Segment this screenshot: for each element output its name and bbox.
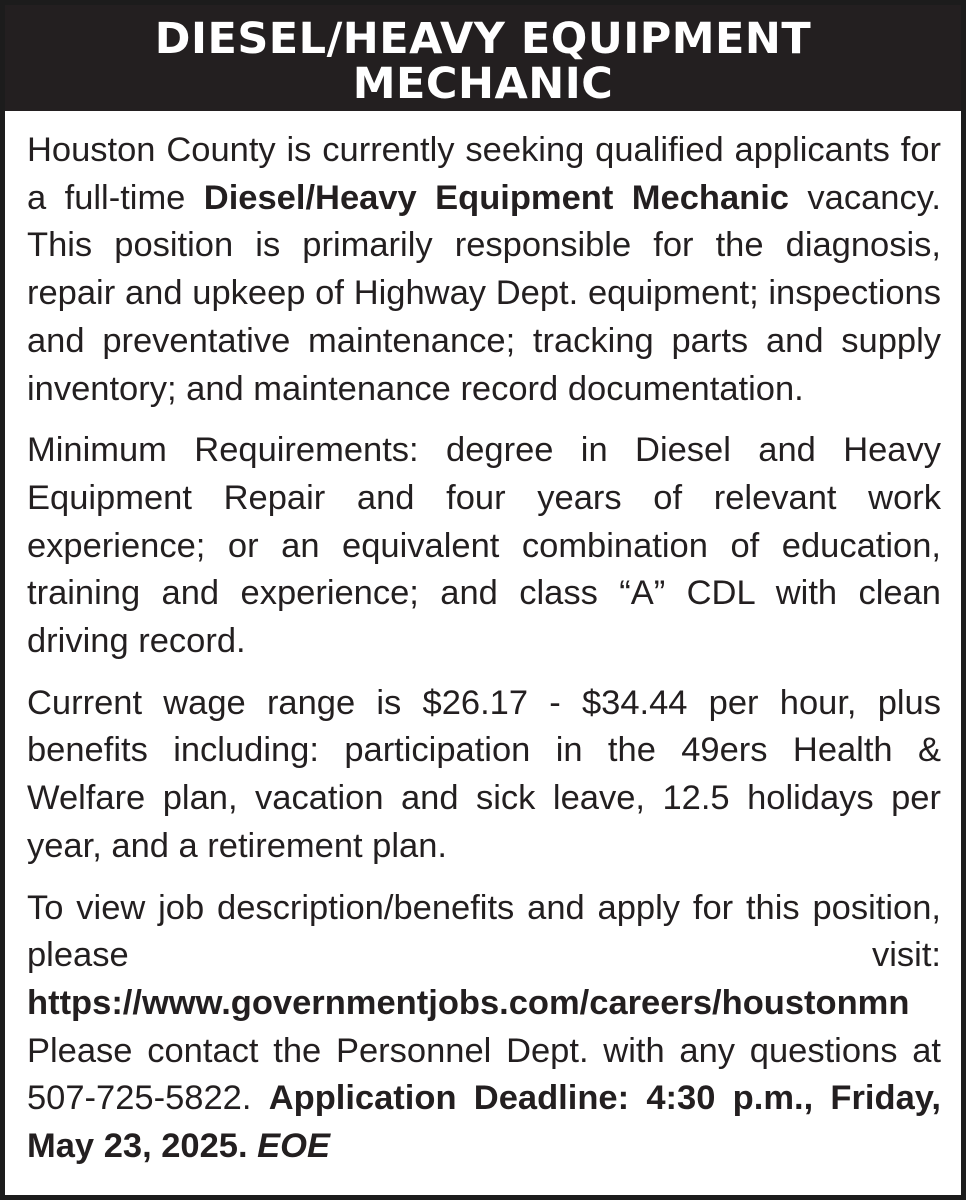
description-intro: Houston County is currently seeking qualified applicants for a full-time [27, 131, 941, 217]
ad-header [5, 5, 961, 111]
eoe-label: EOE [257, 1127, 331, 1166]
wage-text: Current wage range is $26.17 - $34.44 per hour, plus benefits including: participation in the 49ers Health & Welfare plan, vacation and sick leave, 12.5 holidays per year, and a retirement plan. [27, 683, 941, 865]
apply-intro: To view job description/benefits and apply for this position, please visit: [27, 888, 941, 975]
application-deadline: Application Deadline: 4:30 p.m., Friday, May 23, 2025. [27, 1079, 941, 1166]
wage-paragraph [27, 680, 941, 871]
contact-text: Please contact the Personnel Dept. with any questions at 507-725-5822. [27, 1031, 941, 1118]
ad-title-line-1: DIESEL/HEAVY EQUIPMENT [154, 14, 812, 64]
requirements-paragraph [27, 427, 941, 666]
description-paragraph [27, 127, 941, 413]
ad-body [5, 111, 961, 1171]
requirements-text: Minimum Requirements: degree in Diesel and Heavy Equipment Repair and four years of relevant work experience; or an equivalent combination of education, training and experience; and class “A” CDL with clean driving record. [27, 431, 941, 661]
ad-title-line-2: MECHANIC [352, 59, 614, 109]
description-rest: vacancy. This position is primarily responsible for the diagnosis, repair and upkeep of Highway Dept. equipment; inspections and preventative maintenance; tracking parts and supply inventory; and maintenance record documentation. [27, 178, 942, 408]
apply-url-link[interactable]: https://www.governmentjobs.com/careers/houstonmn [27, 983, 910, 1022]
apply-paragraph [27, 885, 941, 1171]
position-title: Diesel/Heavy Equipment Mechanic [203, 178, 789, 217]
